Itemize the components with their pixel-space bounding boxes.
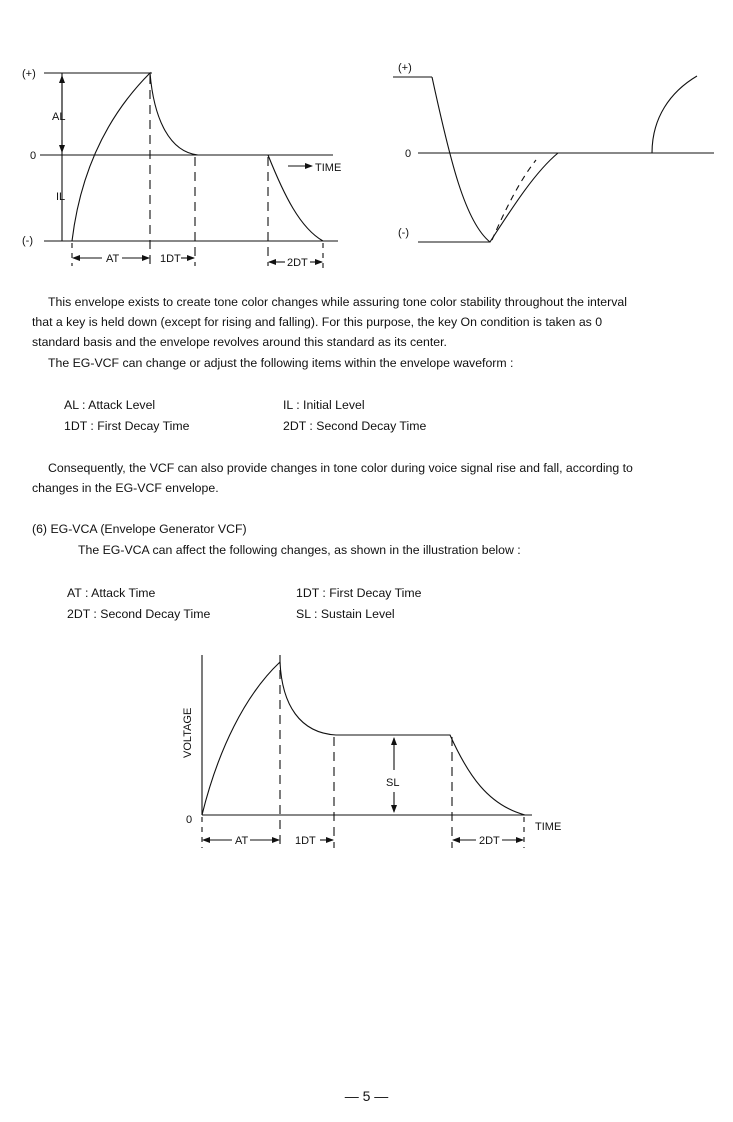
paragraph-eg-vcf-items-intro: The EG-VCF can change or adjust the following items within the envelope waveform : [48,356,514,370]
fig1-envelope-curve [72,73,323,241]
vca-item-2dt: 2DT : Second Decay Time [67,607,211,621]
section-6-intro: The EG-VCA can affect the following changes, as shown in the illustration below : [78,543,521,557]
fig3-time-label: TIME [535,821,562,833]
fig3-voltage-label: VOLTAGE [182,707,194,758]
fig1-il-label: IL [56,191,66,203]
figure-vcf-envelope [40,73,338,268]
section-6-heading: (6) EG-VCA (Envelope Generator VCF) [32,522,247,536]
page-number: — 5 — [344,1088,389,1104]
vcf-item-il: IL : Initial Level [283,398,365,412]
fig3-zero-label: 0 [186,814,193,826]
paragraph3-line2: changes in the EG-VCF envelope. [32,481,219,495]
paragraph-vcf-consequence [32,458,722,498]
fig3-at-label: AT [235,835,249,847]
fig1-2dt-label: 2DT [287,257,308,269]
vcf-item-1dt: 1DT : First Decay Time [64,419,190,433]
fig1-minus-label: (-) [22,235,33,247]
fig1-al-label: AL [52,111,66,123]
vca-item-at: AT : Attack Time [67,586,156,600]
fig3-2dt-label: 2DT [479,835,500,847]
paragraph-envelope-purpose [32,292,722,352]
paragraph3-line1: Consequently, the VCF can also provide changes in tone color during voice signal rise and fall, according to [48,461,633,475]
fig1-1dt-label: 1DT [160,253,181,265]
fig2-plus-label: (+) [398,62,412,74]
fig1-plus-label: (+) [22,68,36,80]
fig1-time-label: TIME [315,162,342,174]
figure-vca-envelope [202,655,532,848]
fig2-minus-label: (-) [398,227,409,239]
fig3-envelope-curve [202,662,525,815]
fig1-zero-label: 0 [30,150,37,162]
paragraph1-line1: This envelope exists to create tone color changes while assuring tone color stability throughout the interval [48,295,627,309]
vca-item-sl: SL : Sustain Level [296,607,395,621]
vca-item-1dt: 1DT : First Decay Time [296,586,422,600]
fig3-1dt-label: 1DT [295,835,316,847]
fig2-envelope-curve [432,76,697,242]
paragraph1-line3: standard basis and the envelope revolves around this standard as its center. [32,335,447,349]
figure-inverted-envelope [393,76,714,242]
fig1-at-label: AT [106,253,120,265]
fig3-sl-label: SL [386,777,400,789]
vcf-item-2dt: 2DT : Second Decay Time [283,419,427,433]
fig2-zero-label: 0 [405,148,412,160]
vcf-item-al: AL : Attack Level [64,398,156,412]
paragraph1-line2: that a key is held down (except for rising and falling). For this purpose, the key On condition is taken as 0 [32,315,603,329]
